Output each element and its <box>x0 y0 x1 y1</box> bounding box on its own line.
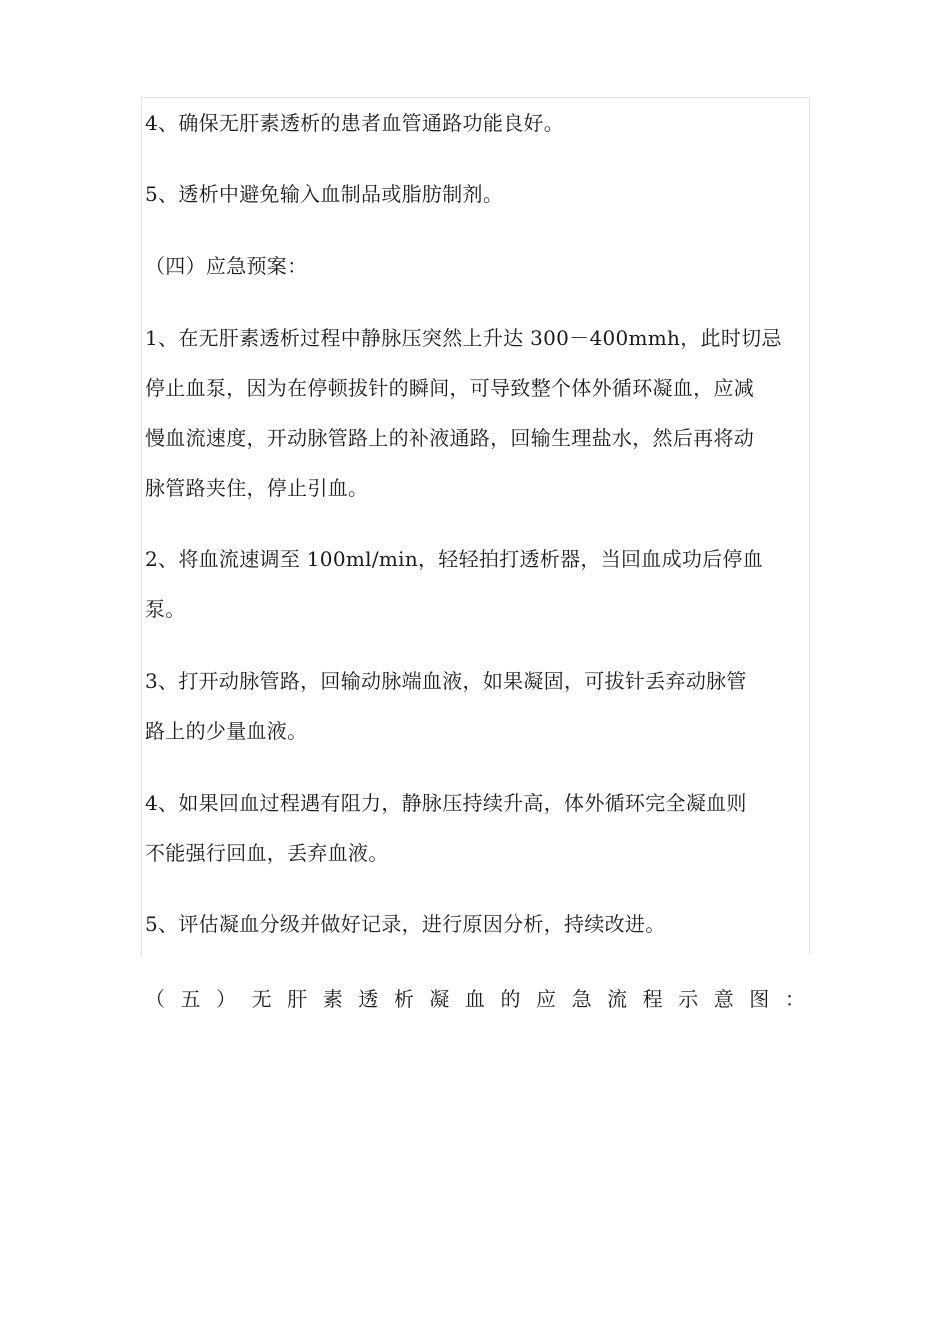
plan-item-1-line-3: 慢血流速度，开动脉管路上的补液通路，回输生理盐水，然后再将动 <box>145 426 754 450</box>
section-heading-flowchart: （ 五 ） 无 肝 素 透 析 凝 血 的 应 急 流 程 示 意 图 ： <box>145 987 805 1011</box>
plan-item-1-line-2: 停止血泵，因为在停顿拔针的瞬间，可导致整个体外循环凝血，应减 <box>145 376 754 400</box>
plan-item-4-line-2: 不能强行回血，丢弃血液。 <box>145 841 389 865</box>
plan-item-5: 5、评估凝血分级并做好记录，进行原因分析，持续改进。 <box>145 912 666 936</box>
measure-item-4: 4、确保无肝素透析的患者血管通路功能良好。 <box>145 111 565 135</box>
plan-item-1-line-4: 脉管路夹住，停止引血。 <box>145 476 369 500</box>
content-frame <box>141 97 810 956</box>
plan-item-2-line-2: 泵。 <box>145 597 186 621</box>
plan-item-3-line-2: 路上的少量血液。 <box>145 719 308 743</box>
plan-item-4-line-1: 4、如果回血过程遇有阻力，静脉压持续升高，体外循环完全凝血则 <box>145 791 747 815</box>
plan-item-3-line-1: 3、打开动脉管路，回输动脉端血液，如果凝固，可拔针丢弃动脉管 <box>145 669 747 693</box>
section-heading-emergency-plan: （四）应急预案： <box>145 254 308 278</box>
measure-item-5: 5、透析中避免输入血制品或脂肪制剂。 <box>145 182 504 206</box>
plan-item-2-line-1: 2、将血流速调至 100ml/min，轻轻拍打透析器，当回血成功后停血 <box>145 547 764 571</box>
plan-item-1-line-1: 1、在无肝素透析过程中静脉压突然上升达 300－400mmh，此时切忌 <box>145 326 782 350</box>
